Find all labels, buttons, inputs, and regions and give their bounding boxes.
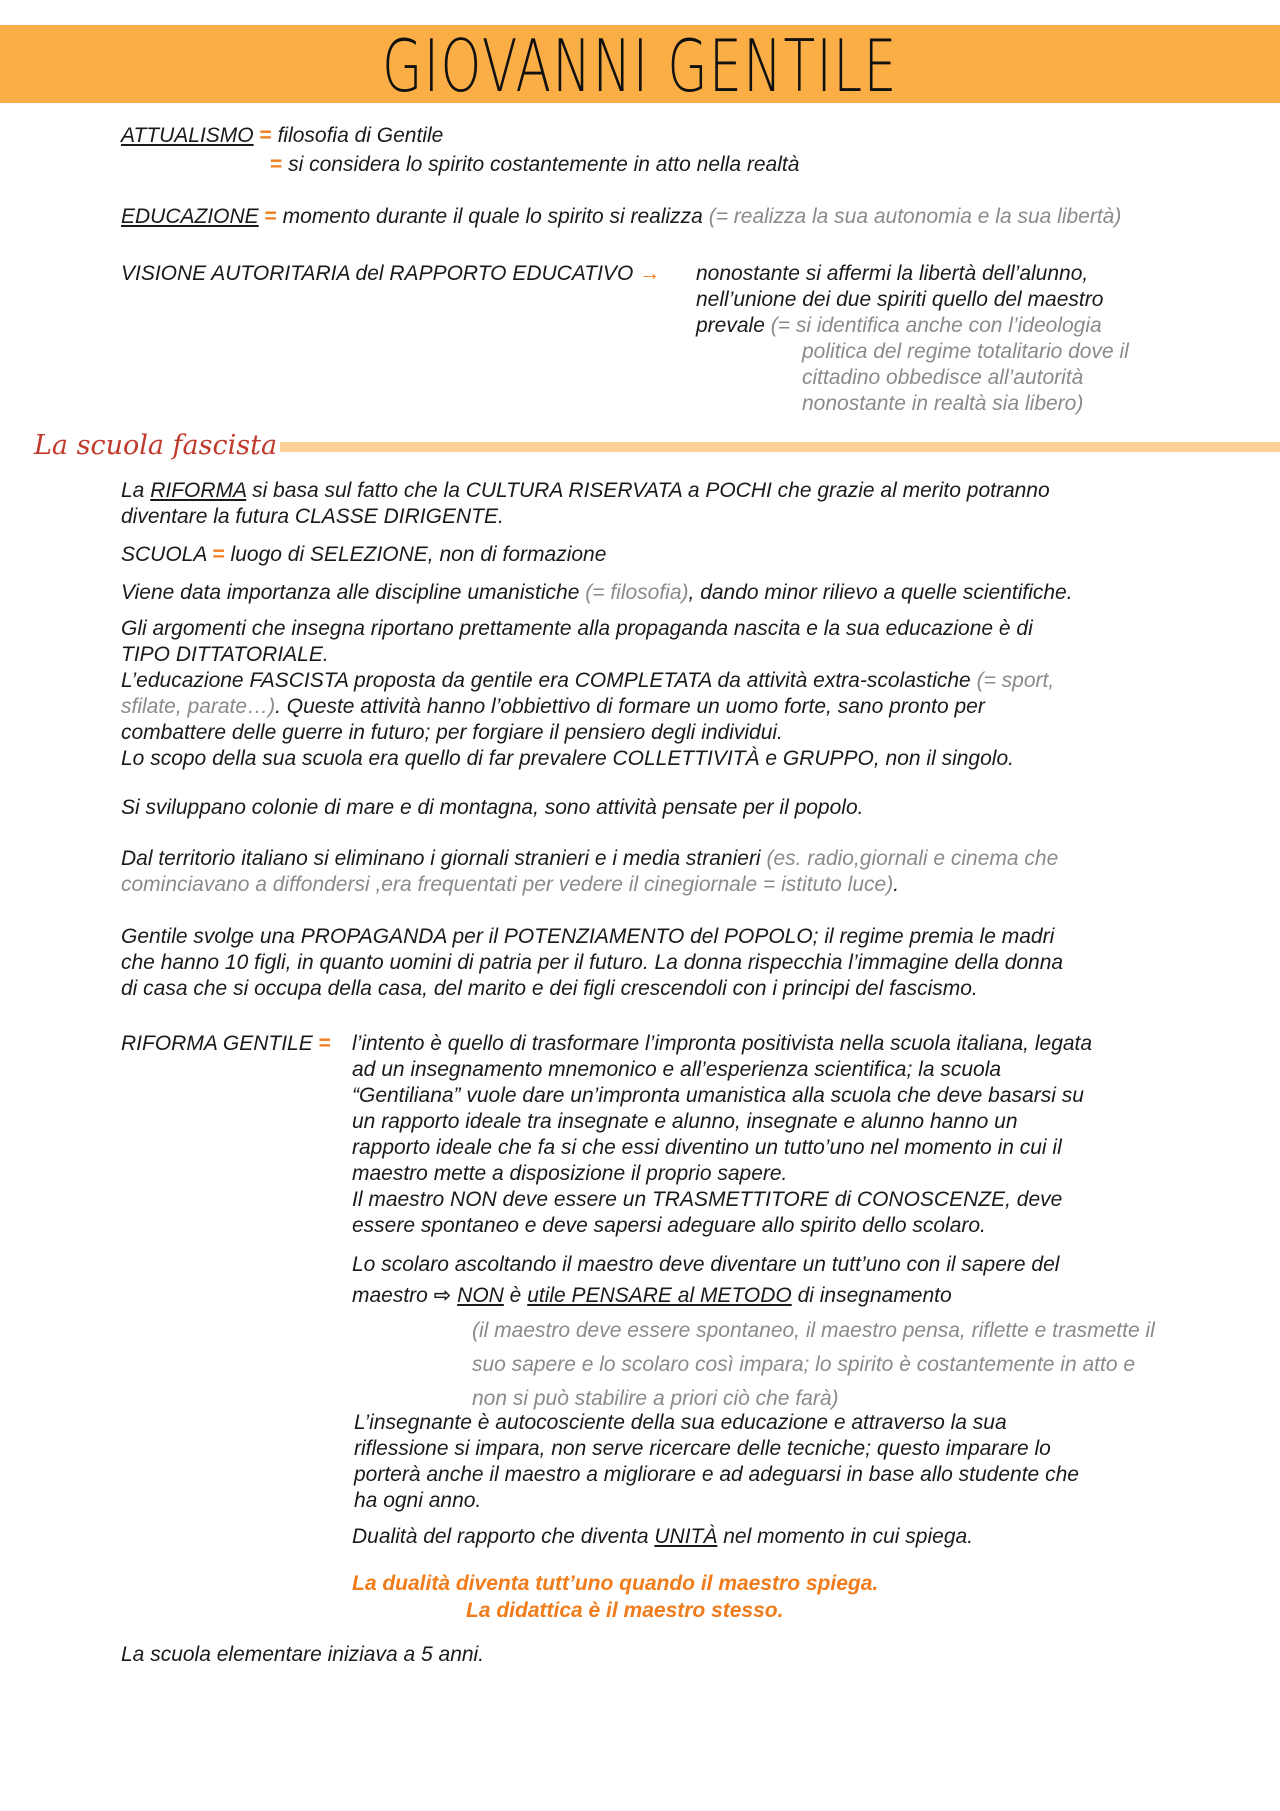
visione-line-2: nell’unione dei due spiriti quello del maestro — [696, 288, 1104, 311]
riforma-rest-2: diventare la futura CLASSE DIRIGENTE. — [121, 505, 504, 528]
rg-line-5: rapporto ideale che fa si che essi diventino un tutto’uno nel momento in cui il — [352, 1136, 1062, 1159]
riforma-term: RIFORMA — [150, 479, 247, 502]
scuola-term: SCUOLA — [121, 543, 207, 566]
dualita-unita: UNITÀ — [654, 1525, 718, 1548]
propaganda-block — [121, 924, 1063, 1002]
scuola-def — [121, 542, 606, 568]
equals-sign: = — [259, 124, 272, 147]
media-note-2: cominciavano a diffondersi ,era frequentati per vedere il cinegiornale = istituto luce) — [121, 873, 894, 896]
colonie-line: Si sviluppano colonie di mare e di montagna, sono attività pensate per il popolo. — [121, 796, 864, 819]
rg-note-2: suo sapere e lo scolaro così impara; lo spirito è costantemente in atto e — [472, 1353, 1136, 1376]
rg-line-3: “Gentiliana” vuole dare un’impronta umanistica alla scuola che deve basarsi su — [352, 1084, 1084, 1107]
attualismo-def-2 — [270, 152, 799, 178]
argomenti-line-6: Lo scopo della sua scuola era quello di far prevalere COLLETTIVITÀ e GRUPPO, non il singolo. — [121, 747, 1014, 770]
riforma-pre: La — [121, 479, 145, 502]
propaganda-line-2: che hanno 10 figli, in quanto uomini di patria per il futuro. La donna rispecchia l’immagine della donna — [121, 951, 1064, 974]
rg-m-line-2: riflessione si impara, non serve ricercare delle tecniche; questo imparare lo — [354, 1437, 1051, 1460]
riforma-gentile-term: RIFORMA GENTILE — [121, 1032, 313, 1055]
insegnante-block — [354, 1410, 1079, 1514]
argomenti-block — [121, 616, 1054, 772]
highlight-line-1: La dualità diventa tutt’uno quando il maestro spiega. — [352, 1572, 879, 1595]
attualismo-text-2: si considera lo spirito costantemente in atto nella realtà — [288, 153, 800, 176]
argomenti-line-2: TIPO DITTATORIALE. — [121, 643, 329, 666]
rg-m-line-3: porterà anche il maestro a migliorare e ad adeguarsi in base allo studente che — [354, 1463, 1079, 1486]
highlight-line-2: La didattica è il maestro stesso. — [466, 1599, 784, 1622]
arrow-icon: → — [639, 262, 661, 285]
page-title: GIOVANNI GENTILE — [382, 24, 898, 108]
argomenti-note-1: (= sport, — [976, 669, 1055, 692]
attualismo-term: ATTUALISMO — [121, 124, 254, 147]
equals-sign: = — [212, 543, 225, 566]
equals-sign: = — [264, 205, 277, 228]
attualismo-text-1: filosofia di Gentile — [277, 124, 444, 147]
visione-term: VISIONE AUTORITARIA del RAPPORTO EDUCATIVO — [121, 262, 634, 285]
section-heading: La scuola fascista — [34, 430, 278, 461]
right-arrow-icon: ⇨ — [433, 1284, 452, 1307]
scuola-text: luogo di SELEZIONE, non di formazione — [230, 543, 607, 566]
rg-line-6: maestro mette a disposizione il proprio sapere. — [352, 1162, 788, 1185]
rg-line-2: ad un insegnamento mnemonico e all’esperienza scientifica; la scuola — [352, 1058, 1002, 1081]
media-pre: Dal territorio italiano si eliminano i giornali stranieri e i media stranieri — [121, 847, 761, 870]
rg-m-line-1: L’insegnante è autocosciente della sua educazione e attraverso la sua — [354, 1411, 1007, 1434]
educazione-note: (= realizza la sua autonomia e la sua libertà) — [708, 205, 1122, 228]
visione-note-4: nonostante in realtà sia libero) — [802, 392, 1084, 415]
discipline-note: (= filosofia) — [585, 581, 689, 604]
riforma-rest-1: si basa sul fatto che la CULTURA RISERVATA a POCHI che grazie al merito potranno — [252, 479, 1050, 502]
rg-note-3: non si può stabilire a priori ciò che farà) — [472, 1387, 839, 1410]
riforma-gentile-body — [352, 1031, 1092, 1239]
rg-note-1: (il maestro deve essere spontaneo, il maestro pensa, riflette e trasmette il — [472, 1319, 1155, 1342]
educazione-text: momento durante il quale lo spirito si realizza — [282, 205, 703, 228]
argomenti-line-1: Gli argomenti che insegna riportano prettamente alla propaganda nascita e la sua educazione è di — [121, 617, 1033, 640]
visione-text — [696, 261, 1129, 417]
rg-line-10-maestro: maestro — [352, 1284, 428, 1307]
rg-line-8: essere spontaneo e deve sapersi adeguare allo spirito dello scolaro. — [352, 1214, 986, 1237]
attualismo-def-1 — [121, 123, 443, 149]
riforma-gentile-term-line — [121, 1031, 331, 1057]
visione-note-2: politica del regime totalitario dove il — [802, 340, 1129, 363]
discipline-post: , dando minor rilievo a quelle scientifiche. — [688, 581, 1073, 604]
media-note-1: (es. radio,giornali e cinema che — [766, 847, 1059, 870]
propaganda-line-1: Gentile svolge una PROPAGANDA per il POTENZIAMENTO del POPOLO; il regime premia le madri — [121, 925, 1055, 948]
rg-line-10-end: di insegnamento — [797, 1284, 952, 1307]
argomenti-line-3: L’educazione FASCISTA proposta da gentile era COMPLETATA da attività extra-scolastiche — [121, 669, 971, 692]
riforma-intro — [121, 478, 1050, 530]
argomenti-note-2: sfilate, parate…) — [121, 695, 276, 718]
rg-m-line-4: ha ogni anno. — [354, 1489, 482, 1512]
discipline-line — [121, 580, 1073, 606]
section-divider — [280, 442, 1280, 452]
rg-line-10-e: è — [509, 1284, 522, 1307]
rg-line-10-metodo: utile PENSARE al METODO — [527, 1284, 792, 1307]
argomenti-line-5: combattere delle guerre in futuro; per forgiare il pensiero degli individui. — [121, 721, 783, 744]
discipline-pre: Viene data importanza alle discipline umanistiche — [121, 581, 580, 604]
visione-note-3: cittadino obbedisce all’autorità — [802, 366, 1084, 389]
visione-term-line — [121, 261, 660, 287]
visione-line-1: nonostante si affermi la libertà dell’alunno, — [696, 262, 1089, 285]
visione-line-3: prevale — [696, 314, 765, 337]
rg-line-4: un rapporto ideale tra insegnate e alunno, insegnate e alunno hanno un — [352, 1110, 1018, 1133]
rg-line-10-non: NON — [457, 1284, 504, 1307]
elementare-line: La scuola elementare iniziava a 5 anni. — [121, 1643, 485, 1666]
dualita-post: nel momento in cui spiega. — [723, 1525, 974, 1548]
equals-sign: = — [270, 153, 283, 176]
visione-note-1: (= si identifica anche con l’ideologia — [770, 314, 1102, 337]
scolaro-block — [352, 1249, 1059, 1311]
educazione-def — [121, 204, 1121, 230]
argomenti-line-4: . Queste attività hanno l’obbiettivo di formare un uomo forte, sano pronto per — [275, 695, 985, 718]
media-block — [121, 846, 1058, 898]
rg-line-7: Il maestro NON deve essere un TRASMETTITORE di CONOSCENZE, deve — [352, 1188, 1063, 1211]
propaganda-line-3: di casa che si occupa della casa, del marito e dei figli crescendoli con i principi del fascismo. — [121, 977, 978, 1000]
rg-line-1: l’intento è quello di trasformare l’impronta positivista nella scuola italiana, legata — [352, 1032, 1093, 1055]
maestro-note-block — [472, 1314, 1155, 1416]
media-end: . — [893, 873, 900, 896]
rg-line-9: Lo scolaro ascoltando il maestro deve diventare un tutt’uno con il sapere del — [352, 1253, 1060, 1276]
equals-sign: = — [318, 1032, 331, 1055]
dualita-line — [352, 1524, 973, 1550]
educazione-term: EDUCAZIONE — [121, 205, 259, 228]
dualita-pre: Dualità del rapporto che diventa — [352, 1525, 649, 1548]
